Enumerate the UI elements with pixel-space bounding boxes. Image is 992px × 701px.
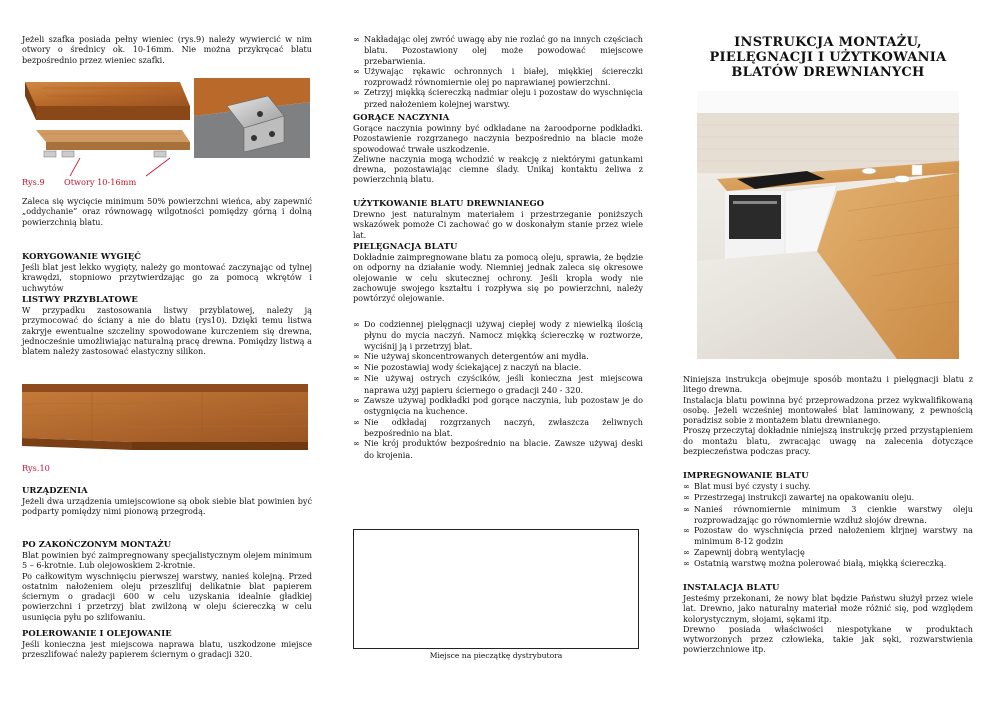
bullet-icon: ∞ [683,482,690,491]
document-title: INSTRUKCJA MONTAŻU, PIELĘGNACJI I UŻYTKOWANIA BLATÓW DREWNIANYCH [709,35,947,80]
bullet-icon: ∞ [353,88,360,98]
care-bullets [353,319,643,460]
list-item: ∞ Pozostaw do wyschnięcia przed nałożeniem klrjnej warstwy na minimum 8-12 godzin [683,525,973,547]
intro-text: Niniejsza instrukcja obejmuje sposób montażu i pielęgnacji blatu z litego drewna. Instalacja blatu powinna być przeprowadzona przez wykwalifikowaną osobę. Jeżeli wcześniej montowałeś blat laminowany, z pewnością poradzisz sobie z montażem blatu drewnianego. Proszę przeczytaj dokładnie niniejszą instrukcję przed przystąpieniem do montażu blatu, zwracając uwagę na zalecenia dotyczące bezpieczeństwa podczas pracy. [683,374,973,457]
distributor-stamp-box [353,529,639,649]
list-item: ∞ Używając rękawic ochronnych i białej, miękkiej ściereczki rozprowadź równomiernie olej po naprawianej powierzchni. [353,65,643,88]
list-item: ∞ Zapewnij dobrą wentylację [683,546,805,557]
after-install-text: Blat powinien być zaimpregnowany specjalistycznym olejem minimum 5 – 6-krotnie. Lub olejowoskiem 2-krotnie. Po całkowitym wyschnięciu pierwszej warstwy, nanieś kolejną. Przed ostatnim nałożeniem oleju przeszlifuj delikatnie blat papierem ściernym o gradacji 600 w celu uzyskania idealnie gładkiej powierzchni i przetrzyj blat zwilżoną w oleju ściereczką w celu usunięcia pyłu po szlifowaniu. [22,550,312,622]
list-item: ∞ Nie odkładaj rozgrzanych naczyń, zwłaszcza żeliwnych bezpośrednio na blat. [353,416,643,438]
bullet-icon: ∞ [683,526,690,536]
usage-text: Drewno jest naturalnym materiałem i przestrzeganie poniższych wskazówek pomoże Ci zachować go w doskonałym stanie przez wiele lat. [353,209,643,240]
oil-bullets [353,34,643,109]
impregnation-heading: IMPREGNOWANIE BLATU [683,470,809,480]
left-column [22,0,312,701]
middle-column [353,0,643,701]
care-text: Dokładnie zaimpregnowane blatu za pomocą oleju, sprawia, że będzie on odporny na działanie wody. Niemniej jednak zaleca się okresowe olejowanie w celu skutecznej ochrony. Jeśli kropla wody nie zachowuje swojego kształtu i rozpływa się po powierzchni, należy powtórzyć olejowanie. [353,252,643,304]
bullet-icon: ∞ [353,351,360,361]
bullet-icon: ∞ [353,363,360,373]
kitchen-image [697,91,959,359]
bullet-icon: ∞ [353,66,360,76]
intro-text: Jeżeli szafka posiada pełny wieniec (rys.9) należy wywiercić w nim otwory o średnicy ok. 10-16mm. Nie można przykręcać blatu bezpośrednio przez wieniec szafki. [22,34,312,65]
worktop-cabinet-illustration [22,76,312,186]
polish-heading: POLEROWANIE I OLEJOWANIE [22,628,172,638]
list-item: ∞ Do codziennej pielęgnacji używaj ciepłej wody z niewielką ilością płynu do mycia naczyń. Namocz miękką ściereczkę w roztworze, wyciśnij ją i przetrzyj blat. [353,319,643,351]
appliances-text: Jeżeli dwa urządzenia umiejscowione są obok siebie blat powinien być podparty pomiędzy nimi pionową przegrodą. [22,496,312,517]
appliances-heading: URZĄDZENIA [22,485,88,495]
figure-10 [22,374,312,474]
bullet-icon: ∞ [353,35,360,44]
kitchen-photo [697,91,959,359]
hot-pans-heading: GORĄCE NACZYNIA [353,112,450,122]
list-item: ∞ Nie używaj skoncentrowanych detergentów ani mydła. [353,350,589,361]
countertop-strip-illustration [22,374,312,464]
cut-note-text: Zaleca się wycięcie minimum 50% powierzchni wieńca, aby zapewnić „oddychanie” oraz równowagę wilgotności pomiędzy górną i dolną powierzchnią blatu. [22,196,312,227]
hot-pans-text: Gorące naczynia powinny być odkładane na żaroodporne podkładki. Pozostawienie rozgrzanego naczynia bezpośrednio na blacie może spowodować trwałe uszkodzenie. Żeliwne naczynia mogą wchodzić w reakcję z niektórymi gatunkami drewna, pozostawiając ciemne ślady. Unikaj kontaktu żeliwa z powierzchnią blatu. [353,123,643,185]
impregnation-bullets [683,481,973,569]
list-item: ∞ Nie krój produktów bezpośrednio na blacie. Zawsze używaj deski do krojenia. [353,438,643,460]
list-item: ∞ Przestrzegaj instrukcji zawartej na opakowaniu oleju. [683,492,915,503]
list-item: ∞ Nakładając olej zwróć uwagę aby nie rozlać go na innych częściach blatu. Pozostawiony olej może powodować miejscowe przebarwienia. [353,34,643,66]
care-heading: PIELĘGNACJA BLATU [353,241,458,251]
installation-text: Jesteśmy przekonani, że nowy blat będzie Państwu służył przez wiele lat. Drewno, jako naturalny materiał może różnić się, pod względem kolorystycznym, słojami, sękami itp. Drewno posiada właściwości niespotykane w produktach wytworzonych przez człowieka, takie jak sęki, rozwarstwienia powierzchniowe itp. [683,593,973,655]
bullet-icon: ∞ [353,396,360,406]
bullet-icon: ∞ [353,417,360,427]
strip-text: W przypadku zastosowania listwy przyblatowej, należy ją przymocować do ściany a nie do blatu (rys10). Dzięki temu listwa zakryje ewentualne szczeliny spowodowane kurczeniem się drewna, jednocześnie umożliwiając naturalną pracę drewna. Pomiędzy listwą a blatem należy zastosować elastyczny silikon. [22,305,312,357]
list-item: ∞ Zetrzyj miękką ściereczką nadmiar oleju i pozostaw do wyschnięcia przed nałożeniem kolejnej warstwy. [353,87,643,109]
right-column [683,0,973,701]
bullet-icon: ∞ [353,374,360,384]
bend-heading: KORYGOWANIE WYGIĘĆ [22,251,142,261]
installation-heading: INSTALACJA BLATU [683,582,780,592]
figure-9 [22,76,312,186]
bullet-icon: ∞ [353,320,360,329]
list-item: ∞ Zawsze używaj podkładki pod gorące naczynia, lub pozostaw je do ostygnięcia na kuchence. [353,395,643,417]
list-item: ∞ Blat musi być czysty i suchy. [683,481,811,491]
figure-9-note: Otwory 10-16mm [64,177,137,187]
bullet-icon: ∞ [683,504,690,514]
stamp-caption: Miejsce na pieczątkę dystrybutora [429,651,563,660]
list-item: ∞ Nie pozostawiaj wody ściekającej z naczyń na blacie. [353,362,582,373]
bullet-icon: ∞ [683,493,690,503]
list-item: ∞ Nanieś równomiernie minimum 3 cienkie warstwy oleju rozprowadzając go równomiernie wzdłuż słojów drewna. [683,503,973,525]
bend-text: Jeśli blat jest lekko wygięty, należy go montować zaczynając od tylnej krawędzi, stopniowo przytwierdzając go za pomocą wkrętów i uchwytów [22,262,312,293]
bullet-icon: ∞ [683,559,690,569]
figure-9-label: Rys.9 [22,177,45,187]
strip-heading: LISTWY PRZYBLATOWE [22,294,138,304]
bullet-icon: ∞ [683,547,690,557]
list-item: ∞ Ostatnią warstwę można polerować białą, miękką ściereczką. [683,558,947,569]
after-install-heading: PO ZAKOŃCZONYM MONTAŻU [22,539,172,549]
usage-heading: UŻYTKOWANIE BLATU DREWNIANEGO [353,198,545,208]
bullet-icon: ∞ [353,439,360,449]
polish-text: Jeśli konieczna jest miejscowa naprawa blatu, uszkodzone miejsce przeszlifować należy papierem ściernym o gradacji 320. [22,639,312,660]
figure-10-label: Rys.10 [22,463,50,473]
list-item: ∞ Nie używaj ostrych czyścików, jeśli konieczna jest miejscowa naprawa użyj papieru ściernego o gradacji 240 - 320. [353,373,643,395]
